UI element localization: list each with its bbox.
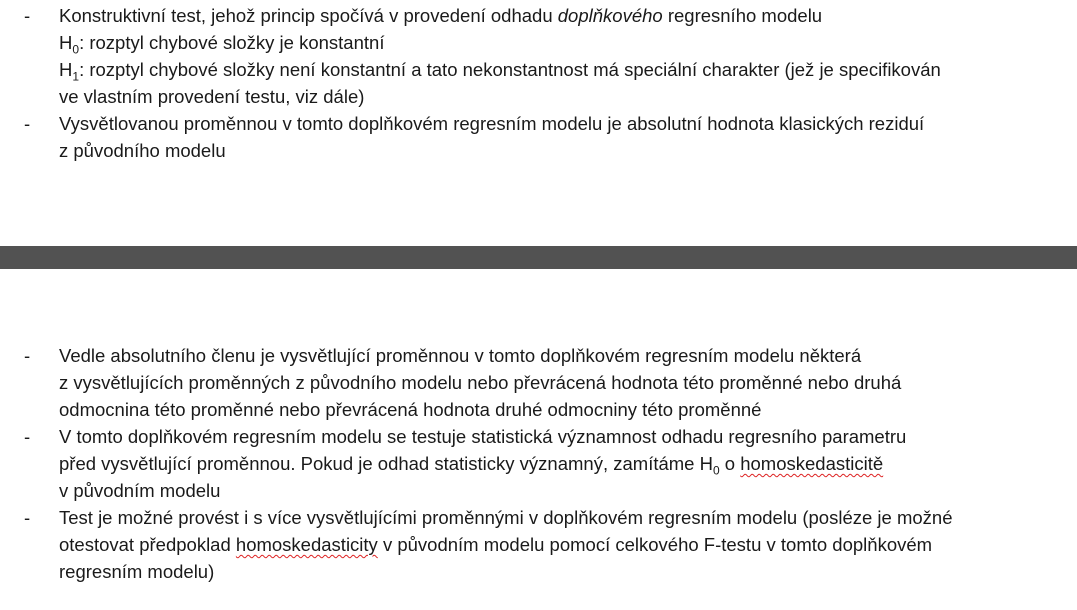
text-run: Konstruktivní test, jehož princip spočívá v provedení odhadu — [59, 5, 558, 26]
text-line: Test je možné provést i s více vysvětlujícími proměnnými v doplňkovém regresním modelu (posléze je možné — [59, 507, 953, 528]
text-run: otestovat předpoklad — [59, 534, 236, 555]
text-line: regresním modelu) — [59, 561, 215, 582]
bullet-list-bottom — [0, 342, 1077, 585]
bullet-item-significance-test — [0, 423, 1077, 504]
bullet-list-top — [0, 2, 1077, 164]
text-line: z původního modelu — [59, 140, 226, 161]
bullet-item-explanatory-variable — [0, 342, 1077, 423]
bullet-item-dependent-variable — [0, 110, 1077, 164]
text-line: Vysvětlovanou proměnnou v tomto doplňkovém regresním modelu je absolutní hodnota klasických reziduí — [59, 113, 925, 134]
text-line — [59, 450, 1047, 477]
hypothesis-subscript: 1 — [72, 69, 80, 84]
text-run: v původním modelu pomocí celkového F-testu v tomto doplňkovém — [377, 534, 933, 555]
null-hypothesis-line — [59, 29, 1047, 56]
hypothesis-symbol: H — [59, 59, 73, 80]
text-run: o — [719, 453, 741, 474]
page-break-divider — [0, 246, 1077, 269]
hypothesis-subscript: 0 — [712, 463, 720, 478]
bullet-dash: - — [24, 507, 31, 528]
spellcheck-flagged-word[interactable]: homoskedasticity — [235, 534, 378, 555]
italic-text-run: doplňkového — [557, 5, 663, 26]
alternative-hypothesis-line — [59, 56, 1047, 83]
bullet-dash: - — [24, 426, 31, 447]
text-run: před vysvětlující proměnnou. Pokud je odhad statisticky významný, zamítáme H — [59, 453, 713, 474]
bullet-item-test-principle — [0, 2, 1077, 110]
text-line: Vedle absolutního členu je vysvětlující proměnnou v tomto doplňkovém regresním modelu některá — [59, 345, 862, 366]
text-run: : rozptyl chybové složky není konstantní a tato nekonstantnost má speciální charakter (jež je specifikován — [79, 59, 941, 80]
text-line — [59, 531, 1047, 558]
text-line — [59, 2, 1047, 29]
text-line: z vysvětlujících proměnných z původního modelu nebo převrácená hodnota této proměnné nebo druhá — [59, 372, 902, 393]
bullet-dash: - — [24, 113, 31, 134]
bullet-item-multiple-variables — [0, 504, 1077, 585]
text-line: V tomto doplňkovém regresním modelu se testuje statistická významnost odhadu regresního parametru — [59, 426, 907, 447]
bullet-dash: - — [24, 5, 31, 26]
document-page-top — [0, 0, 1077, 246]
text-run: regresního modelu — [662, 5, 823, 26]
text-line: odmocnina této proměnné nebo převrácená hodnota druhé odmocniny této proměnné — [59, 399, 762, 420]
bullet-dash: - — [24, 345, 31, 366]
text-run: : rozptyl chybové složky je konstantní — [79, 32, 385, 53]
document-page-bottom — [0, 269, 1077, 610]
hypothesis-symbol: H — [59, 32, 73, 53]
text-line: v původním modelu — [59, 480, 221, 501]
hypothesis-subscript: 0 — [72, 42, 80, 57]
spellcheck-flagged-word[interactable]: homoskedasticitě — [740, 453, 884, 474]
text-line: ve vlastním provedení testu, viz dále) — [59, 86, 365, 107]
